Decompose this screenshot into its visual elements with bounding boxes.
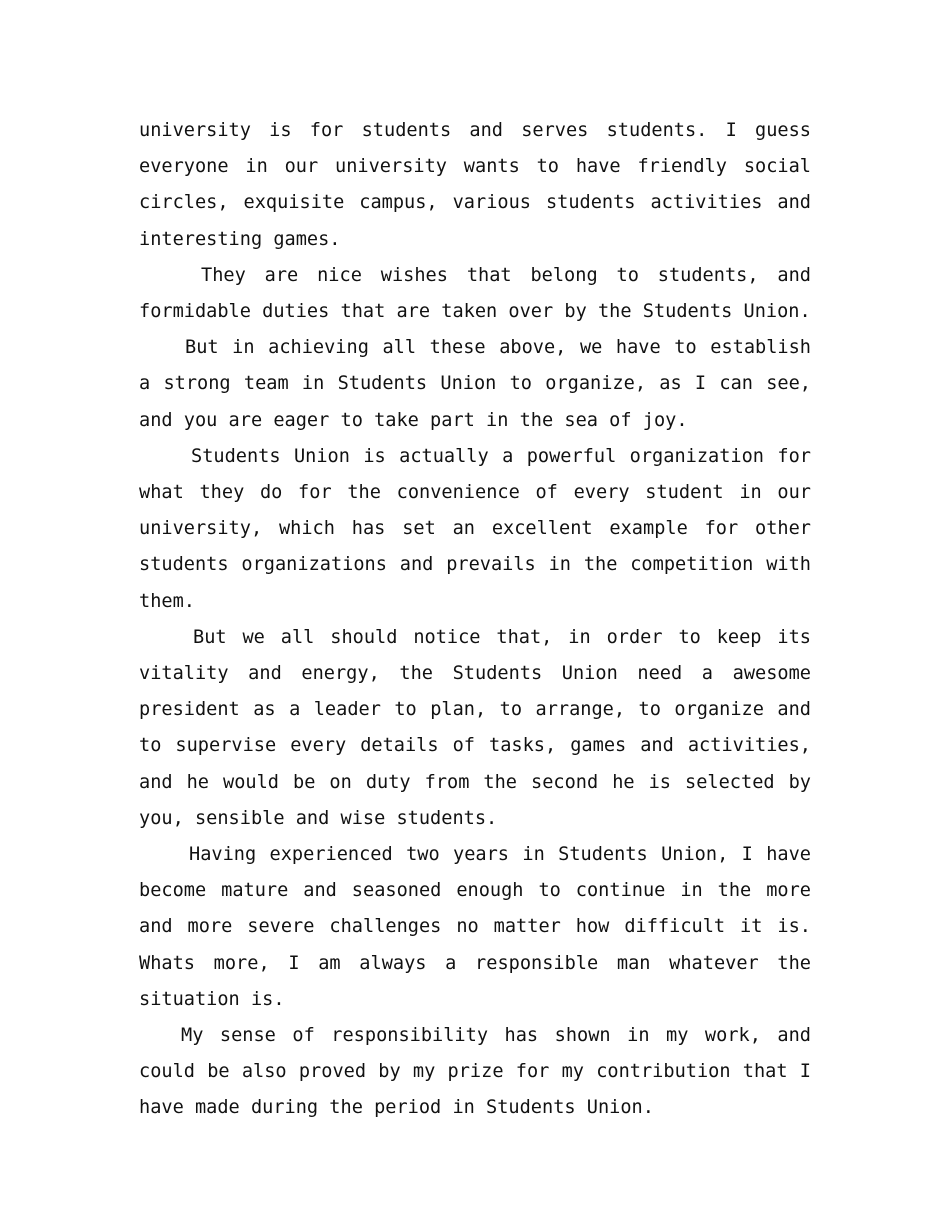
- paragraph-4: Students Union is actually a powerful organization for what they do for the convenience of every student in our university, which has set an excellent example for other students organizations and prevails in the competition with them.: [139, 445, 811, 612]
- paragraph-2: They are nice wishes that belong to students, and formidable duties that are taken over by the Students Union.: [139, 264, 811, 323]
- paragraph-5: But we all should notice that, in order to keep its vitality and energy, the Students Union need a awesome president as a leader to plan, to arrange, to organize and to supervise every details of tasks, games and activities, and he would be on duty from the second he is selected by you, sensible and wise students.: [139, 626, 811, 829]
- paragraph-3: But in achieving all these above, we have to establish a strong team in Students Union to organize, as I can see, and you are eager to take part in the sea of joy.: [139, 337, 811, 431]
- paragraph-6: Having experienced two years in Students Union, I have become mature and seasoned enough to continue in the more and more severe challenges no matter how difficult it is. Whats more, I am always a responsible man whatever the situation is.: [139, 844, 811, 1010]
- paragraph-1: university is for students and serves students. I guess everyone in our university wants to have friendly social circles, exquisite campus, various students activities and interesting games.: [139, 120, 811, 250]
- paragraph-7: My sense of responsibility has shown in my work, and could be also proved by my prize for my contribution that I have made during the period in Students Union.: [139, 1025, 811, 1119]
- document-page: [139, 113, 811, 1127]
